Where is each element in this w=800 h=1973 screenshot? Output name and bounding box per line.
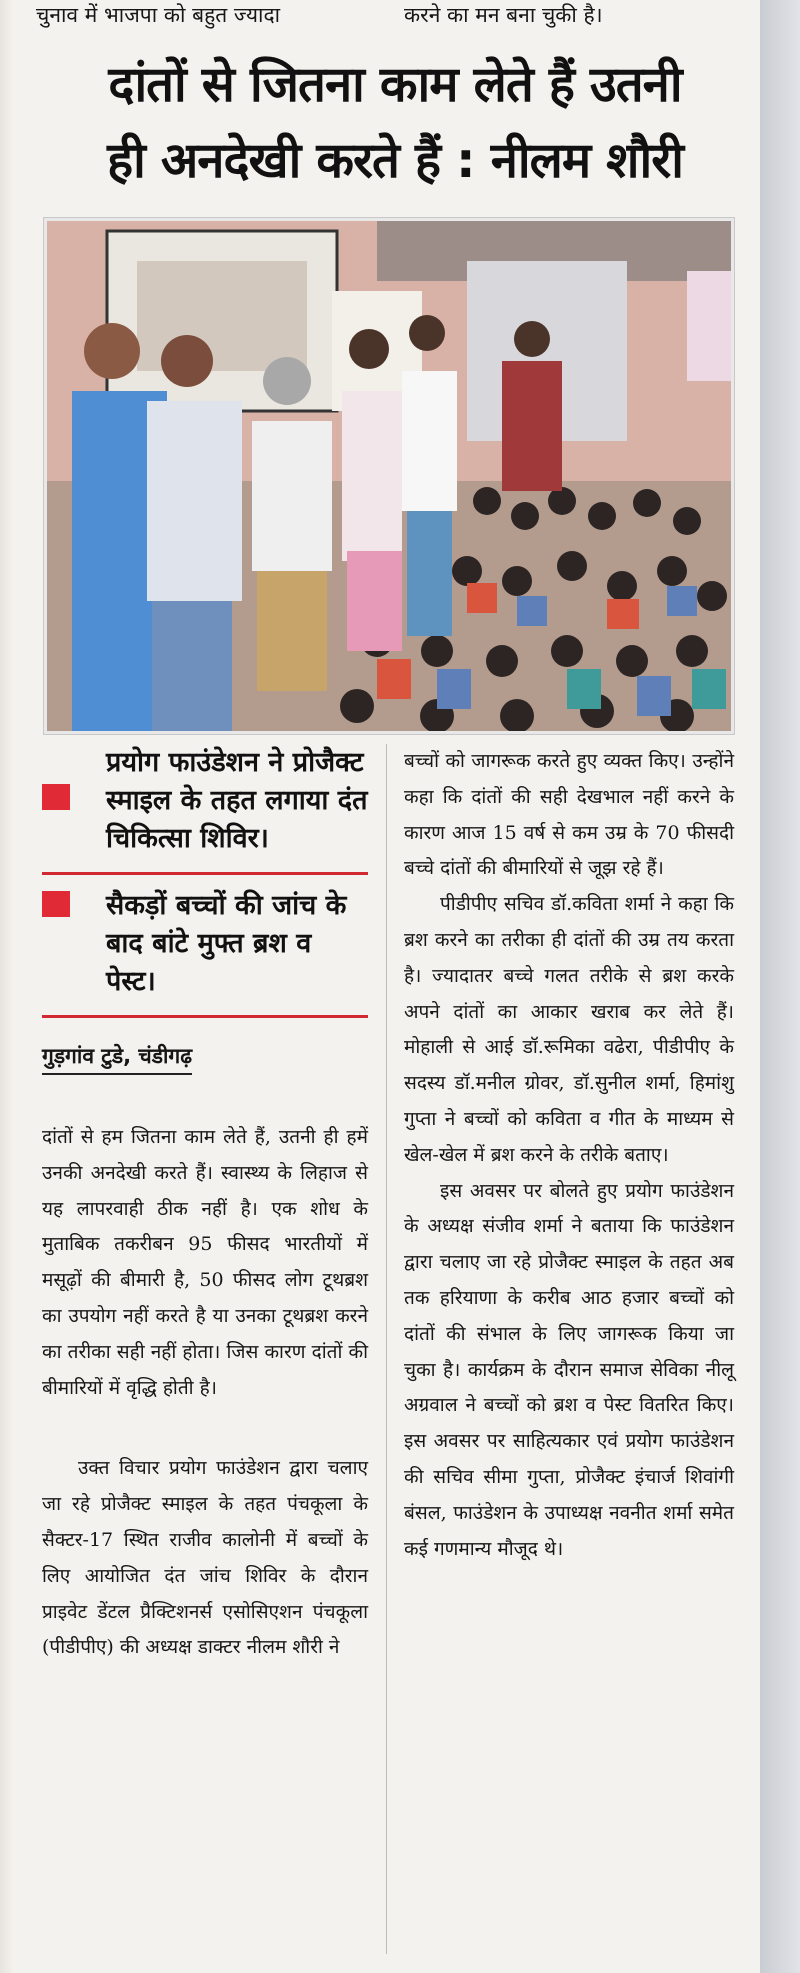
- right-paragraph-1: बच्चों को जागरूक करते हुए व्यक्त किए। उन्होंने कहा कि दांतों की सही देखभाल नहीं करने के कारण आज 15 वर्ष से कम उम्र के 70 फीसदी बच्चे दांतों की बीमारियों से जूझ रहे हैं।: [404, 750, 734, 880]
- byline: गुड़गांव टुडे, चंडीगढ़: [42, 1042, 192, 1075]
- highlight-2-text: सैकड़ों बच्चों की जांच के बाद बांटे मुफ्त ब्रश व पेस्ट।: [106, 890, 347, 997]
- left-paragraph-2: उक्त विचार प्रयोग फाउंडेशन द्वारा चलाए जा रहे प्रोजैक्ट स्माइल के तहत पंचकूला के सैक्टर-17 स्थित राजीव कालोनी में बच्चों के लिए आयोजित दंत जांच शिविर के दौरान प्राइवेट डेंटल प्रैक्टिशनर्स एसोसिएशन पंचकूला (पीडीपीए) की अध्यक्ष डाक्टर नीलम शौरी ने: [42, 1457, 368, 1659]
- right-paragraph-3: इस अवसर पर बोलते हुए प्रयोग फाउंडेशन के अध्यक्ष संजीव शर्मा ने बताया कि फाउंडेशन द्वारा चलाए जा रहे प्रोजैक्ट स्माइल के तहत अब तक हरियाणा के करीब आठ हजार बच्चों को दांतों की संभाल के लिए जागरूक किया जा चुका है। कार्यक्रम के दौरान समाज सेविका नीलू अग्रवाल ने बच्चों को ब्रश व पेस्ट वितरित किए। इस अवसर पर साहित्यकार एवं प्रयोग फाउंडेशन की सचिव सीमा गुप्ता, प्रोजैक्ट इंचार्ज शिवांगी बंसल, फाउंडेशन के उपाध्यक्ष नवनीत शर्मा समेत कई गणमान्य मौजूद थे।: [404, 1179, 734, 1560]
- left-paragraph-1: दांतों से हम जितना काम लेते हैं, उतनी ही हमें उनकी अनदेखी करते हैं। स्वास्थ्य के लिहाज से यह लापरवाही ठीक नहीं है। एक शोध के मुताबिक तकरीबन 95 फीसद भारतीयों में मसूढ़ों की बीमारी है, 50 फीसद लोग टूथब्रश का उपयोग नहीं करते है या उनका टूथब्रश करने का तरीका सही नहीं होता। जिस कारण दांतों की बीमारियों में वृद्धि होती है।: [42, 1126, 368, 1399]
- red-divider: [42, 872, 368, 875]
- bullet-square-icon: [42, 891, 70, 917]
- left-column: [42, 744, 368, 1666]
- highlight-2: [42, 887, 368, 1001]
- right-column: [404, 744, 734, 1567]
- column-divider: [386, 744, 387, 1954]
- top-fragment-right: करने का मन बना चुकी है।: [404, 3, 603, 27]
- headline-line-2: ही अनदेखी करते हैं : नीलम शौरी: [107, 132, 683, 189]
- right-paragraph-2: पीडीपीए सचिव डॉ.कविता शर्मा ने कहा कि ब्रश करने का तरीका ही दांतों की उम्र तय करता है। ज्यादातर बच्चे गलत तरीके से ब्रश करके अपने दांतों का आकार खराब कर लेते हैं। मोहाली से आई डॉ.रूमिका वढेरा, पीडीपीए के सदस्य डॉ.मनील ग्रोवर, डॉ.सुनील शर्मा, हिमांशु गुप्ता ने बच्चों को कविता व गीत के माध्यम से खेल-खेल में ब्रश करने के तरीके बताए।: [404, 893, 734, 1166]
- highlight-1: [42, 744, 368, 858]
- left-column-clipped: [0, 0, 14, 1973]
- red-divider: [42, 1015, 368, 1018]
- page-edge: [760, 0, 800, 1973]
- news-photo: [44, 218, 734, 734]
- highlight-1-text: प्रयोग फाउंडेशन ने प्रोजैक्ट स्माइल के तहत लगाया दंत चिकित्सा शिविर।: [106, 747, 368, 854]
- top-fragment-left: चुनाव में भाजपा को बहुत ज्यादा: [36, 3, 281, 27]
- headline-line-1: दांतों से जितना काम लेते हैं उतनी: [108, 56, 682, 113]
- bullet-square-icon: [42, 784, 70, 810]
- photo-illustration: [47, 221, 731, 731]
